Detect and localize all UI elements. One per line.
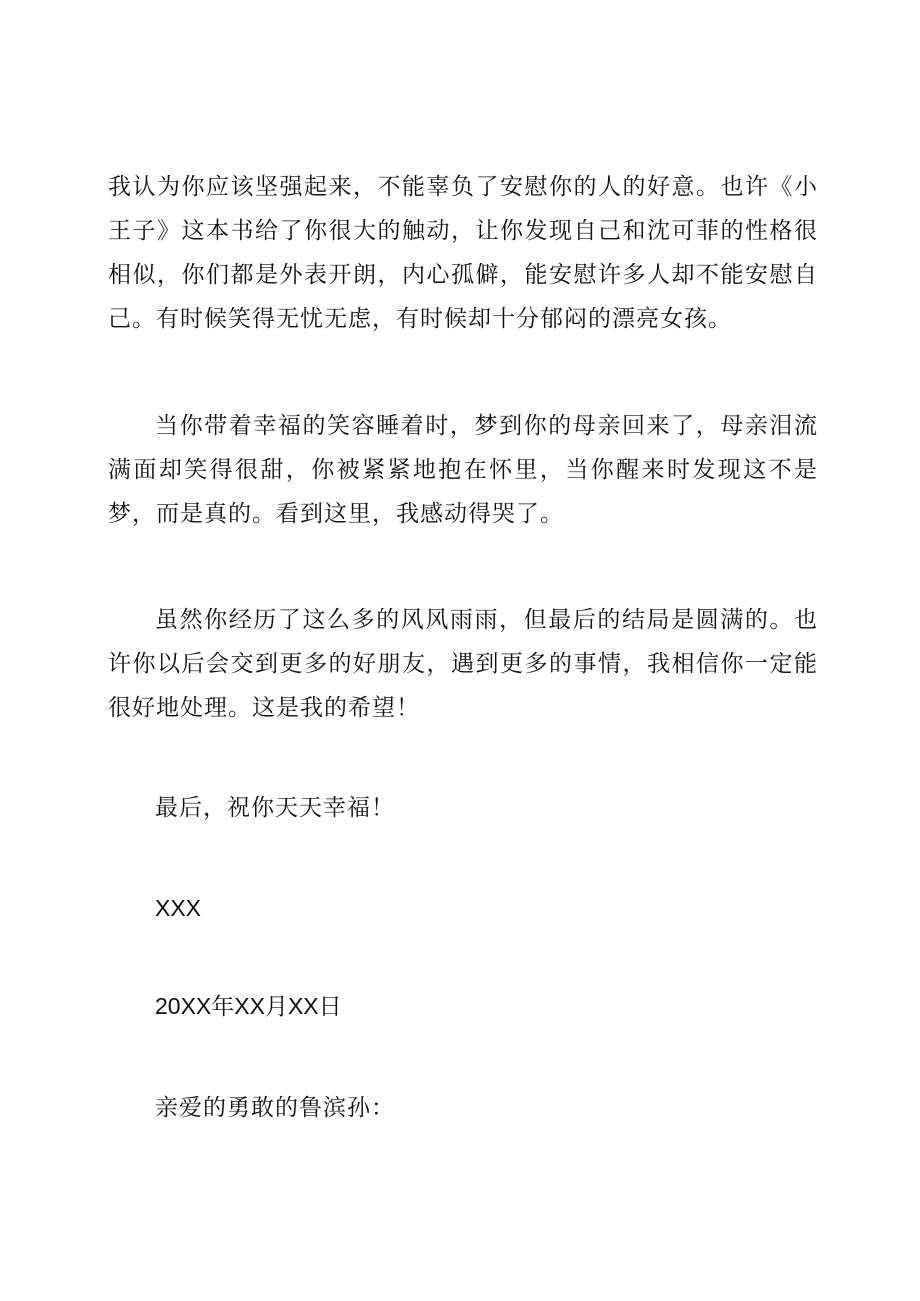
body-paragraph-1: 我认为你应该坚强起来，不能辜负了安慰你的人的好意。也许《小王子》这本书给了你很大的触动，让你发现自己和沈可菲的性格很相似，你们都是外表开朗，内心孤僻，能安慰许多人却不能安慰自己。有时候笑得无忧无虑，有时候却十分郁闷的漂亮女孩。 bbox=[108, 174, 818, 332]
next-letter-greeting: 亲爱的勇敢的鲁滨孙： bbox=[155, 1095, 395, 1121]
signature: XXX bbox=[155, 895, 202, 921]
body-paragraph-3: 虽然你经历了这么多的风风雨雨，但最后的结局是圆满的。也许你以后会交到更多的好朋友，遇到更多的事情，我相信你一定能很好地处理。这是我的希望！ bbox=[108, 607, 818, 721]
letter-date: 20XX年XX月XX日 bbox=[155, 993, 342, 1019]
closing-line: 最后，祝你天天幸福！ bbox=[155, 795, 395, 821]
body-paragraph-2: 当你带着幸福的笑容睡着时，梦到你的母亲回来了，母亲泪流满面却笑得很甜，你被紧紧地抱在怀里，当你醒来时发现这不是梦，而是真的。看到这里，我感动得哭了。 bbox=[108, 413, 818, 527]
